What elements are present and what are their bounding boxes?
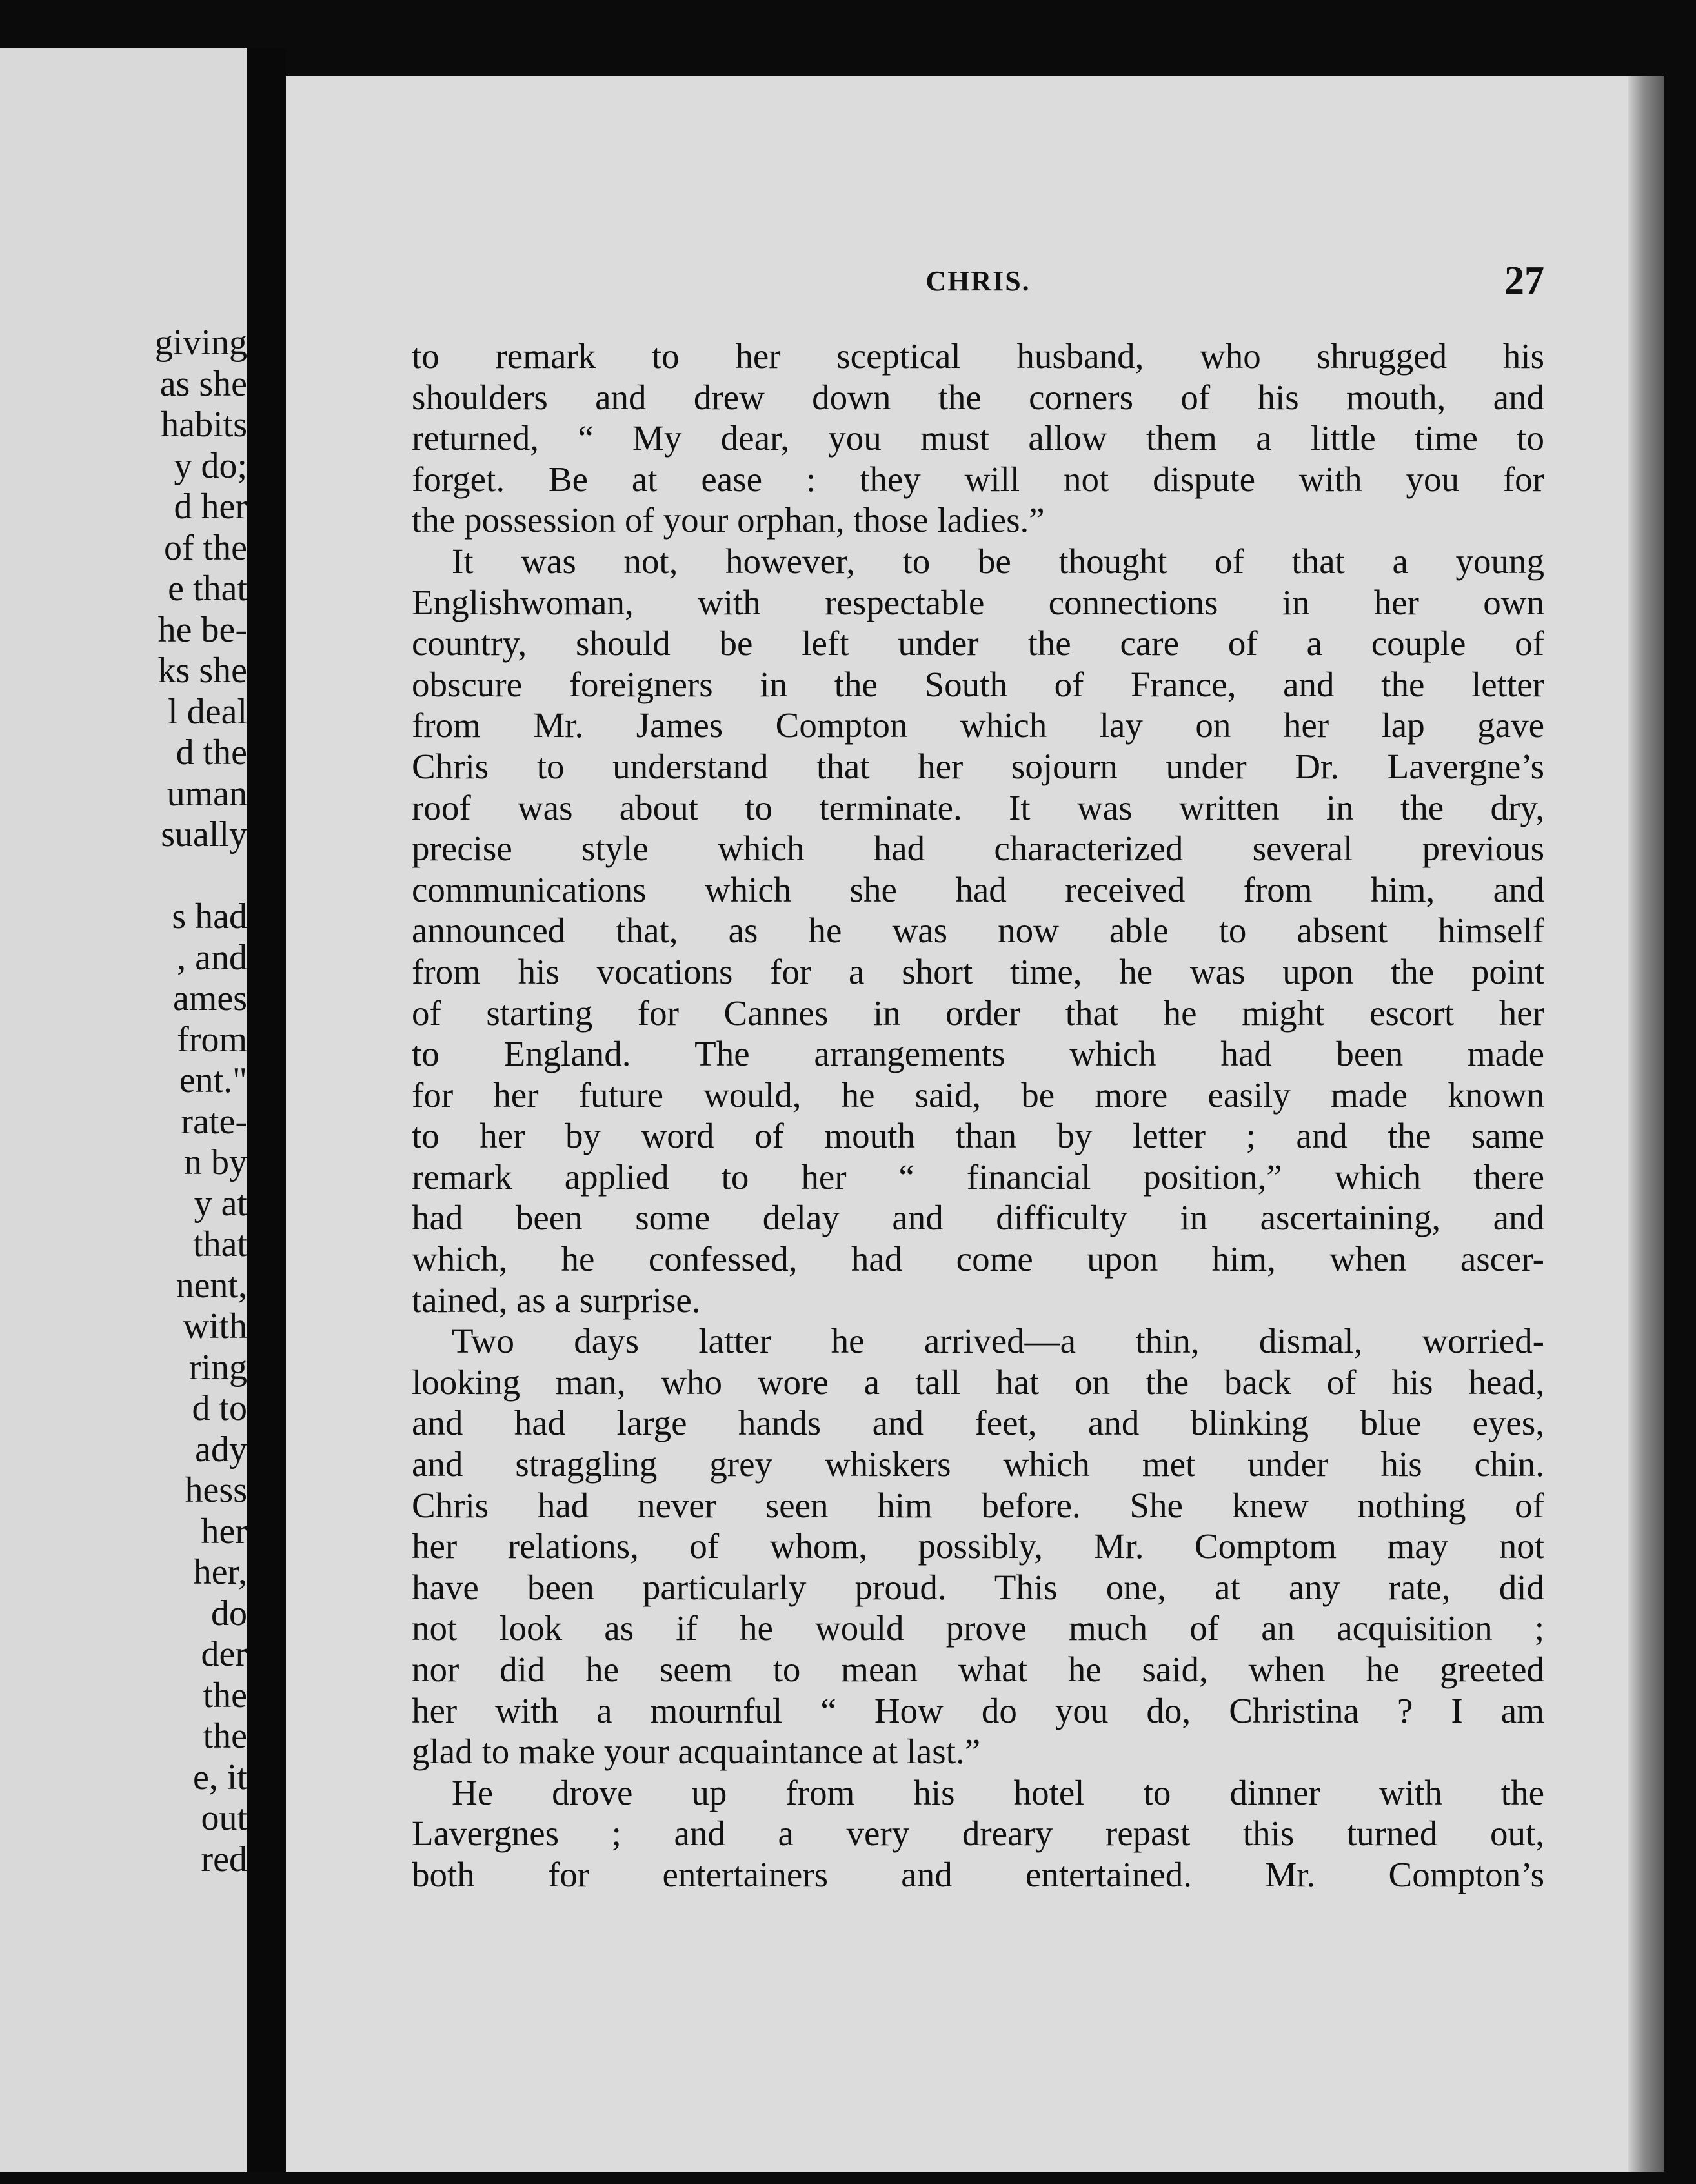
book-gutter xyxy=(247,48,286,2172)
text-line: glad to make your acquaintance at last.” xyxy=(412,1732,981,1772)
text-line: not look as if he would prove much of an acquisition ; xyxy=(412,1608,1544,1648)
facing-page-line: der xyxy=(201,1634,247,1674)
facing-page-line: e that xyxy=(168,569,247,609)
text-line: He drove up from his hotel to dinner with the xyxy=(452,1772,1544,1812)
facing-page-line: n by xyxy=(184,1142,247,1182)
text-line: the possession of your orphan, those ladies.” xyxy=(412,500,1045,540)
text-line: tained, as a surprise. xyxy=(412,1280,701,1320)
text-line: country, should be left under the care of a couple of xyxy=(412,623,1544,663)
book-page xyxy=(286,76,1664,2172)
text-line: which, he confessed, had come upon him, when ascer- xyxy=(412,1239,1544,1279)
page-header xyxy=(412,258,1544,310)
text-line: It was not, however, to be thought of that a young xyxy=(452,541,1544,581)
text-line: from his vocations for a short time, he was upon the point xyxy=(412,951,1544,991)
facing-page-line: hess xyxy=(185,1470,247,1510)
text-line: communications which she had received from him, and xyxy=(412,869,1544,909)
facing-page-line: that xyxy=(193,1224,247,1264)
text-line: remark applied to her “ financial position,” which there xyxy=(412,1157,1544,1197)
facing-page-line: the xyxy=(203,1716,247,1756)
facing-page-text xyxy=(118,323,247,1880)
facing-page-line: e, it xyxy=(193,1757,247,1797)
body-text xyxy=(412,336,1544,1896)
facing-page-line: d her xyxy=(174,487,247,527)
text-line: to remark to her sceptical husband, who shrugged his xyxy=(412,336,1544,376)
text-line: of starting for Cannes in order that he might escort her xyxy=(412,993,1544,1033)
text-line: shoulders and drew down the corners of his mouth, and xyxy=(412,377,1544,417)
text-line: had been some delay and difficulty in ascertaining, and xyxy=(412,1198,1544,1238)
text-line: and straggling grey whiskers which met under his chin. xyxy=(412,1444,1544,1484)
text-line: her relations, of whom, possibly, Mr. Comptom may not xyxy=(412,1526,1544,1566)
facing-page-line: as she xyxy=(159,363,247,404)
facing-page-line: l deal xyxy=(168,691,247,732)
text-line: Chris to understand that her sojourn under Dr. Lavergne’s xyxy=(412,746,1544,786)
facing-page-line: uman xyxy=(167,773,247,814)
facing-page-line: d the xyxy=(176,733,247,773)
facing-page-line: he be- xyxy=(157,609,247,650)
facing-page-line: do xyxy=(211,1593,247,1633)
text-line: looking man, who wore a tall hat on the back of his head, xyxy=(412,1362,1544,1402)
text-line: Lavergnes ; and a very dreary repast this turned out, xyxy=(412,1814,1544,1854)
text-line: obscure foreigners in the South of France, and the letter xyxy=(412,664,1544,704)
text-line: to her by word of mouth than by letter ; and the same xyxy=(412,1116,1544,1156)
facing-page-line: rate- xyxy=(181,1101,247,1142)
facing-page-line: giving xyxy=(154,323,247,363)
text-line: Two days latter he arrived—a thin, dismal, worried- xyxy=(452,1321,1544,1361)
facing-page-line: red xyxy=(201,1839,247,1879)
text-line: both for entertainers and entertained. Mr. Compton’s xyxy=(412,1854,1544,1894)
facing-page-line: y at xyxy=(194,1183,247,1224)
facing-page-line: her, xyxy=(193,1552,247,1592)
facing-page-line: out xyxy=(201,1798,247,1838)
text-line: returned, “ My dear, you must allow them a little time to xyxy=(412,418,1544,458)
facing-page-line: her xyxy=(201,1511,247,1552)
text-line: forget. Be at ease : they will not dispute with you for xyxy=(412,459,1544,499)
text-line: announced that, as he was now able to absent himself xyxy=(412,911,1544,951)
text-line: Englishwoman, with respectable connections in her own xyxy=(412,582,1544,622)
facing-page-line: ks she xyxy=(157,651,247,691)
facing-page-line: s had xyxy=(172,896,247,936)
text-line: to England. The arrangements which had been made xyxy=(412,1034,1544,1074)
running-head: CHRIS. xyxy=(925,265,1031,297)
facing-page-line: ames xyxy=(172,978,247,1018)
text-line: Chris had never seen him before. She knew nothing of xyxy=(412,1485,1544,1525)
facing-page-line: with xyxy=(183,1306,247,1346)
facing-page-line: , and xyxy=(177,937,247,978)
text-line: precise style which had characterized several previous xyxy=(412,829,1544,869)
facing-page-line: ady xyxy=(195,1429,247,1470)
text-line: and had large hands and feet, and blinking blue eyes, xyxy=(412,1403,1544,1443)
facing-page-line: of the xyxy=(163,527,247,568)
text-line: her with a mournful “ How do you do, Christina ? I am xyxy=(412,1690,1544,1730)
facing-page-line: habits xyxy=(161,405,247,445)
text-line: nor did he seem to mean what he said, when he greeted xyxy=(412,1650,1544,1689)
facing-page-line xyxy=(118,856,247,897)
text-line: roof was about to terminate. It was written in the dry, xyxy=(412,787,1544,827)
facing-page-line: d to xyxy=(192,1388,247,1428)
facing-page-line: ring xyxy=(188,1347,247,1388)
text-line: have been particularly proud. This one, at any rate, did xyxy=(412,1567,1544,1607)
facing-page-line: nent, xyxy=(176,1265,247,1306)
facing-page-line: the xyxy=(203,1675,247,1715)
facing-page-line: ent." xyxy=(179,1060,247,1100)
page-edge xyxy=(1628,76,1664,2172)
page-number: 27 xyxy=(1504,259,1544,303)
facing-page xyxy=(0,48,247,2172)
facing-page-line: y do; xyxy=(174,445,247,486)
facing-page-line: from xyxy=(177,1019,247,1060)
text-line: from Mr. James Compton which lay on her lap gave xyxy=(412,705,1544,745)
facing-page-line: sually xyxy=(161,814,247,854)
text-line: for her future would, he said, be more easily made known xyxy=(412,1075,1544,1115)
